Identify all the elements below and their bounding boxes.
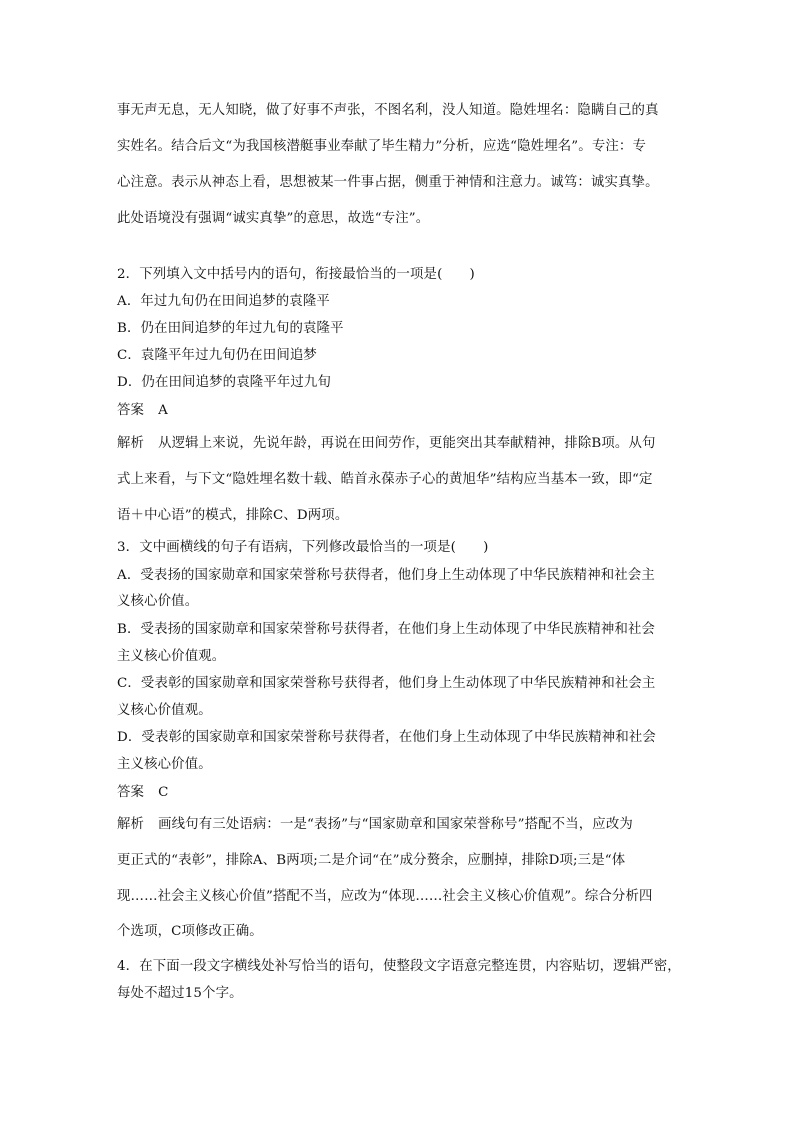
analysis-text: 从逻辑上来说，先说年龄，再说在田间劳作，更能突出其奉献精神，排除B项。从句 (158, 436, 656, 451)
answer-value: C (158, 785, 169, 800)
explanation-line: 心注意。表示从神态上看，思想被某一件事占据，侧重于神情和注意力。诚笃：诚实真挚。 (117, 175, 659, 190)
question-2-analysis-line: 式上来看，与下文“隐姓埋名数十载、皓首永葆赤子心的黄旭华”结构应当基本一致，即“定 (117, 472, 653, 487)
explanation-line: 此处语境没有强调“诚实真挚”的意思，故选“专注”。 (117, 211, 430, 226)
analysis-label: 解析 (117, 436, 145, 451)
question-2-option-a: A．年过九旬仍在田间追梦的袁隆平 (117, 294, 330, 309)
question-3-option-c-cont: 义核心价值观。 (117, 703, 212, 718)
question-2-option-d: D．仍在田间追梦的袁隆平年过九旬 (117, 375, 331, 390)
question-2-answer (117, 399, 682, 418)
question-4-stem-cont: 每处不超过15个字。 (117, 986, 243, 1001)
question-3-option-a: A．受表扬的国家勋章和国家荣誉称号获得者，他们身上生动体现了中华民族精神和社会主 (117, 568, 655, 583)
question-3-option-d-cont: 主义核心价值。 (117, 757, 212, 772)
question-3-analysis-line: 个选项，C项修改正确。 (117, 924, 263, 939)
explanation-line: 实姓名。结合后文“为我国核潜艇事业奉献了毕生精力”分析，应选“隐姓埋名”。专注：专 (117, 139, 646, 154)
question-3-answer (117, 781, 682, 800)
question-2-option-b: B．仍在田间追梦的年过九旬的袁隆平 (117, 321, 344, 336)
answer-value: A (158, 403, 168, 418)
analysis-label: 解析 (117, 817, 145, 832)
explanation-line: 事无声无息，无人知晓，做了好事不声张，不图名利，没人知道。隐姓埋名：隐瞒自己的真 (117, 103, 659, 118)
answer-label: 答案 (117, 785, 145, 800)
question-3-option-d: D．受表彰的国家勋章和国家荣誉称号获得者，在他们身上生动体现了中华民族精神和社会 (117, 730, 656, 745)
question-3-analysis-line (117, 813, 682, 832)
question-4-stem: 4．在下面一段文字横线处补写恰当的语句，使整段文字语意完整连贯，内容贴切，逻辑严密， (117, 959, 681, 974)
question-2-analysis-line: 语＋中心语”的模式，排除C、D两项。 (117, 508, 349, 523)
analysis-text: 画线句有三处语病：一是“表扬”与“国家勋章和国家荣誉称号”搭配不当，应改为 (158, 817, 633, 832)
question-2-option-c: C．袁隆平年过九旬仍在田间追梦 (117, 348, 317, 363)
answer-label: 答案 (117, 403, 145, 418)
question-3-option-a-cont: 义核心价值。 (117, 594, 199, 609)
question-3-analysis-line: 更正式的“表彰”，排除A、B两项;二是介词“在”成分赘余，应删掉，排除D项;三是“体 (117, 853, 626, 868)
question-3-stem: 3．文中画横线的句子有语病，下列修改最恰当的一项是( ) (117, 540, 489, 555)
question-3-option-c: C．受表彰的国家勋章和国家荣誉称号获得者，他们身上生动体现了中华民族精神和社会主 (117, 676, 656, 691)
question-3-option-b-cont: 主义核心价值观。 (117, 649, 226, 664)
question-2-stem: 2．下列填入文中括号内的语句，衔接最恰当的一项是( ) (117, 267, 475, 282)
question-3-option-b: B．受表扬的国家勋章和国家荣誉称号获得者，在他们身上生动体现了中华民族精神和社会 (117, 622, 656, 637)
question-2-analysis-line (117, 432, 682, 451)
question-3-analysis-line: 现……社会主义核心价值”搭配不当，应改为“体现……社会主义核心价值观”。综合分析四 (117, 889, 653, 904)
